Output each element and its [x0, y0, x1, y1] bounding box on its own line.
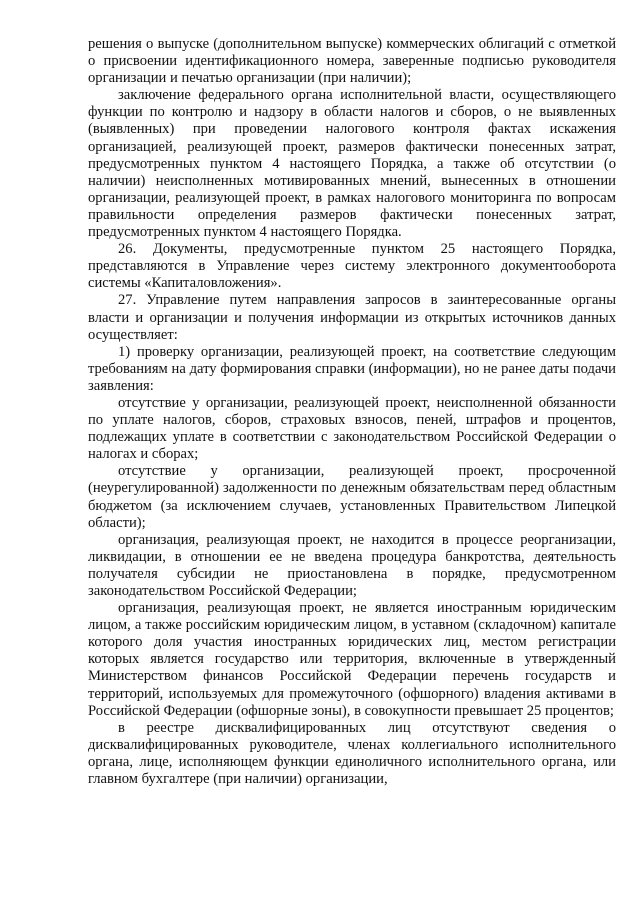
paragraph-no-reorganization: организация, реализующая проект, не находится в процессе реорганизации, ликвидации, в отношении ее не введена процедура банкротства, деятельность получателя субсидии не приостановлена в порядке, предусмотренном законодательством Российской Федерации;	[88, 531, 616, 599]
paragraph-continuation-bond-decision: решения о выпуске (дополнительном выпуске) коммерческих облигаций с отметкой о присвоении идентификационного номера, заверенные подписью руководителя организации и печатью организации (при наличии);	[88, 36, 616, 87]
paragraph-item-26: 26. Документы, предусмотренные пунктом 25 настоящего Порядка, представляются в Управление через систему электронного документооборота системы «Капиталовложения».	[88, 241, 616, 292]
paragraph-no-tax-debt: отсутствие у организации, реализующей проект, неисполненной обязанности по уплате налогов, сборов, страховых взносов, пеней, штрафов и процентов, подлежащих уплате в соответствии с законодательством Российской Федерации о налогах и сборах;	[88, 394, 616, 463]
paragraph-disqualified-persons: в реестре дисквалифицированных лиц отсутствуют сведения о дисквалифицированных руководителе, членах коллегиального исполнительного органа, лице, исполняющем функции единоличного исполнительного органа, или главном бухгалтере (при наличии) организации,	[88, 719, 616, 788]
paragraph-subitem-1: 1) проверку организации, реализующей проект, на соответствие следующим требованиям на дату формирования справки (информации), но не ранее даты подачи заявления:	[88, 343, 616, 394]
paragraph-item-27: 27. Управление путем направления запросов в заинтересованные органы власти и организации и получения информации из открытых источников данных осуществляет:	[88, 292, 616, 343]
paragraph-not-foreign-entity: организация, реализующая проект, не является иностранным юридическим лицом, а также российским юридическим лицом, в уставном (складочном) капитале которого доля участия иностранных юридических лиц, местом регистрации которых является государство или территория, включенные в утвержденный Министерством финансов Российской Федерации перечень государств и территорий, используемых для промежуточного (офшорного) владения активами в Российской Федерации (офшорные зоны), в совокупности превышает 25 процентов;	[88, 600, 616, 719]
document-page	[88, 36, 616, 788]
paragraph-tax-authority-conclusion: заключение федерального органа исполнительной власти, осуществляющего функции по контролю и надзору в области налогов и сборов, о не выявленных (выявленных) при проведении налогового контроля фактах искажения организацией, реализующей проект, размеров фактически понесенных затрат, предусмотренных пунктом 4 настоящего Порядка, а также об отсутствии (о наличии) неисполненных мотивированных мнений, вынесенных в отношении организации, реализующей проект, в рамках налогового мониторинга по вопросам правильности определения размеров фактически понесенных затрат, предусмотренных пунктом 4 настоящего Порядка.	[88, 87, 616, 241]
paragraph-no-overdue-debt: отсутствие у организации, реализующей проект, просроченной (неурегулированной) задолженности по денежным обязательствам перед областным бюджетом (за исключением случаев, установленных Правительством Липецкой области);	[88, 463, 616, 531]
